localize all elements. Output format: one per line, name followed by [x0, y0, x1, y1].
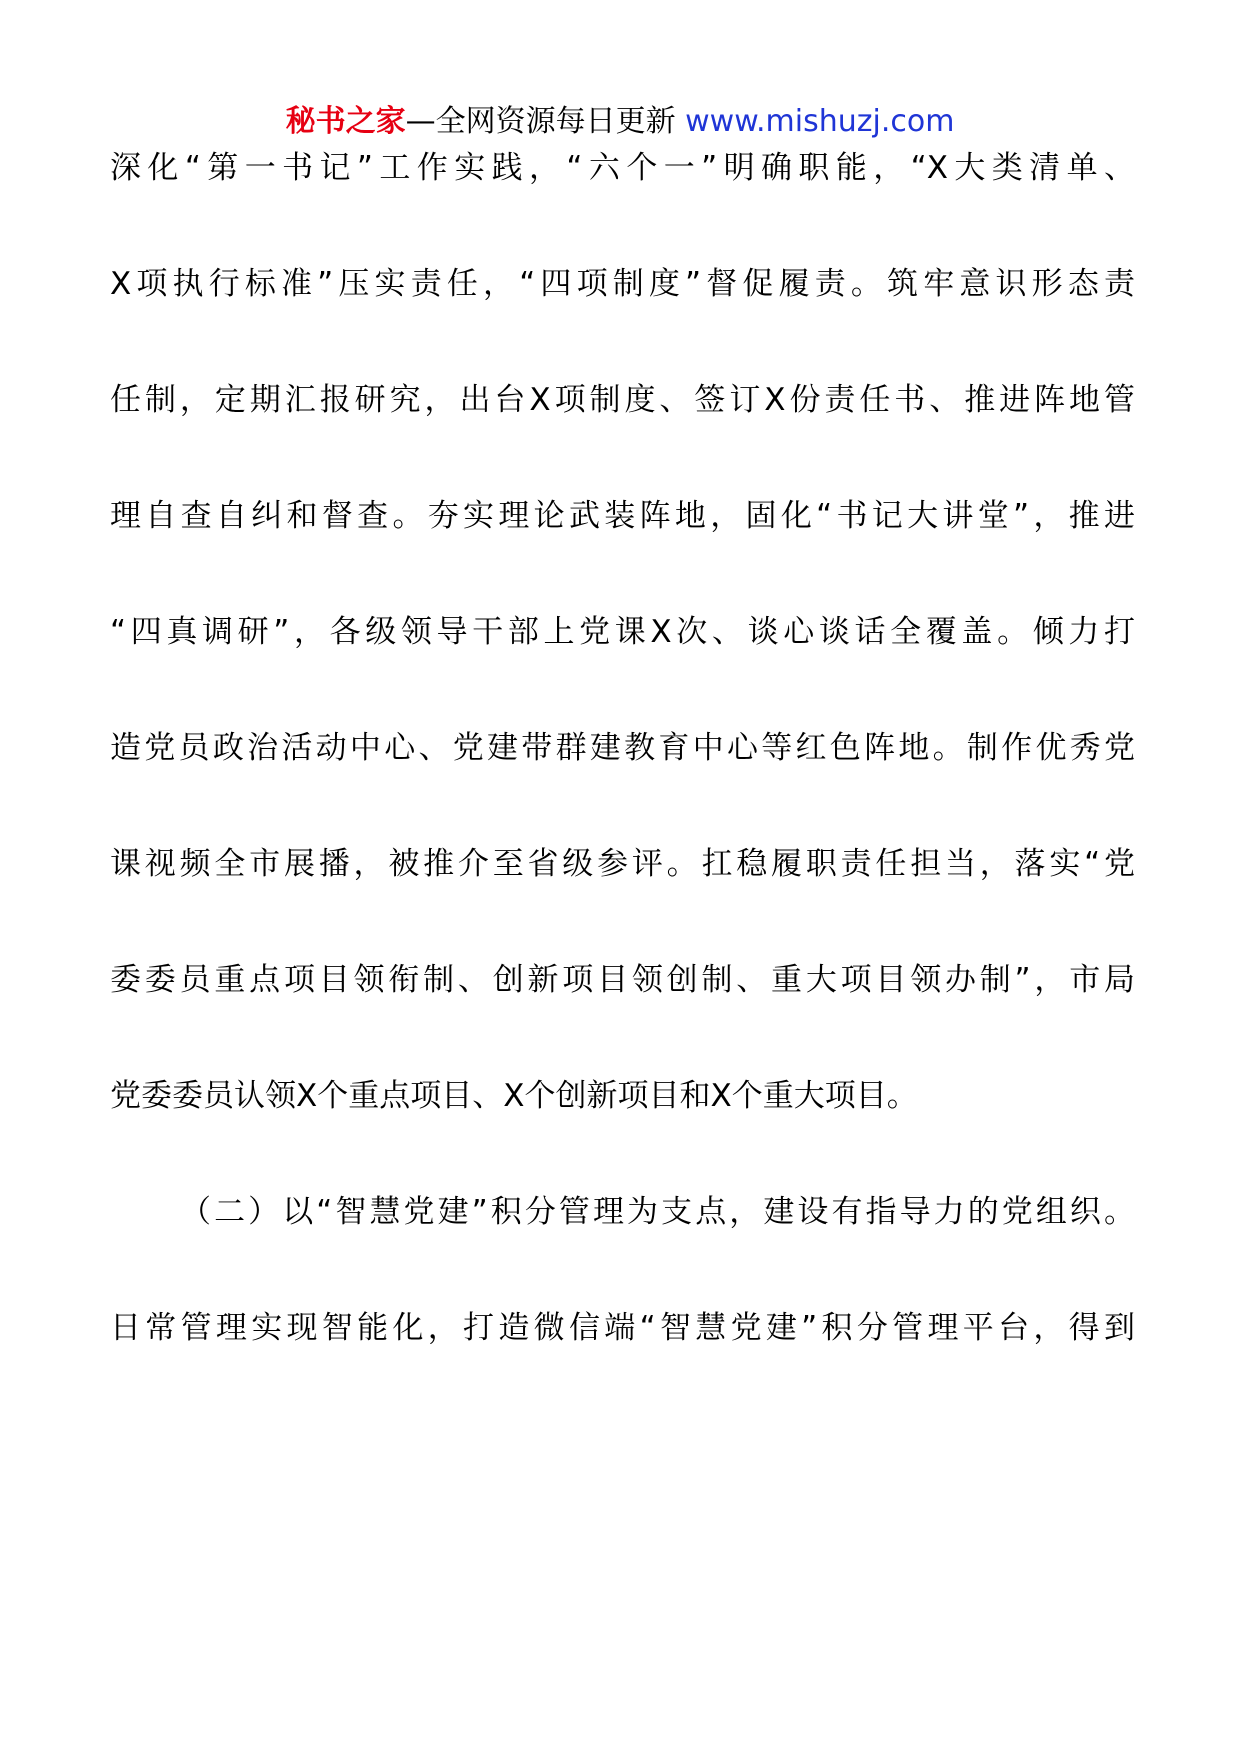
body-line: X项执行标准”压实责任，“四项制度”督促履责。筑牢意识形态责 [110, 266, 1135, 302]
body-line: 委委员重点项目领衔制、创新项目领创制、重大项目领办制”，市局 [110, 962, 1135, 998]
body-line: “四真调研”，各级领导干部上党课X次、谈心谈话全覆盖。倾力打 [110, 614, 1135, 650]
body-line: 日常管理实现智能化，打造微信端“智慧党建”积分管理平台，得到 [110, 1310, 1135, 1346]
body-line-paragraph-end: 党委委员认领X个重点项目、X个创新项目和X个重大项目。 [110, 1078, 918, 1114]
body-line: 造党员政治活动中心、党建带群建教育中心等红色阵地。制作优秀党 [110, 730, 1135, 766]
brand-name: 秘书之家 [285, 104, 406, 139]
body-line: 任制，定期汇报研究，出台X项制度、签订X份责任书、推进阵地管 [110, 382, 1135, 418]
body-line: 课视频全市展播，被推介至省级参评。扛稳履职责任担当，落实“党 [110, 846, 1135, 882]
body-line: 深化“第一书记”工作实践，“六个一”明确职能，“X大类清单、 [110, 150, 1135, 186]
header-tagline: —全网资源每日更新 [405, 104, 676, 139]
section-heading-2: （二）以“智慧党建”积分管理为支点，建设有指导力的党组织。 [180, 1194, 1135, 1230]
site-url[interactable]: www.mishuzj.com [685, 104, 955, 139]
body-line: 理自查自纠和督查。夯实理论武装阵地，固化“书记大讲堂”，推进 [110, 498, 1135, 534]
